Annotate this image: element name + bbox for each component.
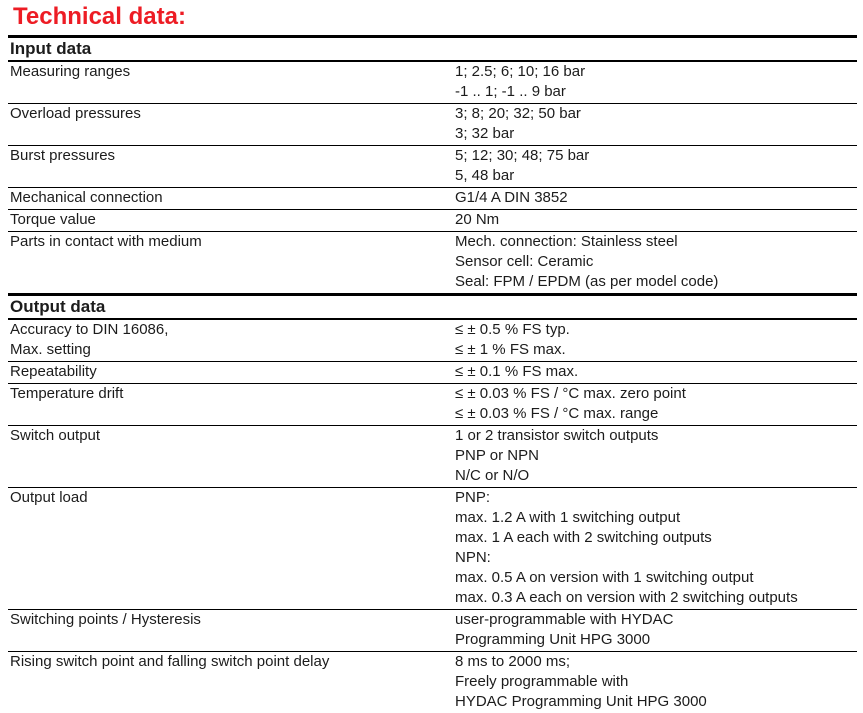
value-line: G1/4 A DIN 3852: [455, 189, 568, 206]
label-line: Switching points / Hysteresis: [10, 611, 201, 628]
value-line: Sensor cell: Ceramic: [455, 253, 594, 270]
label-line: Accuracy to DIN 16086,: [10, 321, 169, 338]
value-line: Mech. connection: Stainless steel: [455, 233, 678, 250]
row-label: [8, 362, 455, 382]
row-value: [455, 610, 857, 650]
label-line: Torque value: [10, 211, 96, 228]
table-row-overload-pressures: [8, 103, 857, 145]
value-line: 3; 8; 20; 32; 50 bar: [455, 105, 581, 122]
label-line: Parts in contact with medium: [10, 233, 202, 250]
label-line: Repeatability: [10, 363, 97, 380]
value-line: user-programmable with HYDAC: [455, 611, 674, 628]
value-line: 8 ms to 2000 ms;: [455, 653, 571, 670]
row-label: [8, 426, 455, 486]
value-line: NPN:: [455, 549, 491, 566]
row-label: [8, 104, 455, 144]
row-value: [455, 362, 857, 382]
value-line: -1 .. 1; -1 .. 9 bar: [455, 83, 566, 100]
label-line: Overload pressures: [10, 105, 141, 122]
value-line: max. 1.2 A with 1 switching output: [455, 509, 681, 526]
label-line: Temperature drift: [10, 385, 124, 402]
value-line: 3; 32 bar: [455, 125, 515, 142]
value-line: max. 0.5 A on version with 1 switching output: [455, 569, 754, 586]
section-output-data: [8, 293, 857, 713]
row-value: [455, 384, 857, 424]
row-value: [455, 62, 857, 102]
label-line: Measuring ranges: [10, 63, 131, 80]
table-row-switching-points-hysteresis: [8, 609, 857, 651]
section-header-input-data: Input data: [8, 38, 857, 62]
value-line: 5, 48 bar: [455, 167, 515, 184]
table-row-switch-output: [8, 425, 857, 487]
row-label: [8, 188, 455, 208]
table-row-burst-pressures: [8, 145, 857, 187]
row-label: [8, 652, 455, 712]
row-label: [8, 62, 455, 102]
table-row-output-load: [8, 487, 857, 609]
table-row-temperature-drift: [8, 383, 857, 425]
table-row-mechanical-connection: [8, 187, 857, 209]
label-line: Rising switch point and falling switch point delay: [10, 653, 330, 670]
table-row-rising-switch-point-and-falling-switch-point-delay: [8, 651, 857, 713]
row-label: [8, 610, 455, 650]
value-line: max. 1 A each with 2 switching outputs: [455, 529, 712, 546]
table-row-parts-in-contact-with-medium: [8, 231, 857, 293]
label-line: Max. setting: [10, 341, 91, 358]
label-line: Switch output: [10, 427, 101, 444]
row-label: [8, 232, 455, 292]
row-value: [455, 652, 857, 712]
value-line: 20 Nm: [455, 211, 500, 228]
value-line: N/C or N/O: [455, 467, 530, 484]
value-line: Seal: FPM / EPDM (as per model code): [455, 273, 719, 290]
value-line: ≤ ± 0.1 % FS max.: [455, 363, 579, 380]
section-input-data: [8, 35, 857, 293]
value-line: 1 or 2 transistor switch outputs: [455, 427, 659, 444]
row-value: [455, 188, 857, 208]
row-value: [455, 210, 857, 230]
label-line: Output load: [10, 489, 88, 506]
value-line: max. 0.3 A each on version with 2 switching outputs: [455, 589, 798, 606]
row-label: [8, 488, 455, 608]
section-header-output-data: Output data: [8, 296, 857, 320]
value-line: ≤ ± 0.03 % FS / °C max. range: [455, 405, 659, 422]
row-value: [455, 146, 857, 186]
row-value: [455, 320, 857, 360]
table-row-repeatability: [8, 361, 857, 383]
table-row-measuring-ranges: [8, 62, 857, 103]
value-line: Programming Unit HPG 3000: [455, 631, 651, 648]
label-line: Mechanical connection: [10, 189, 163, 206]
value-line: ≤ ± 0.03 % FS / °C max. zero point: [455, 385, 686, 402]
technical-data-table: [8, 35, 857, 713]
row-value: [455, 488, 857, 608]
value-line: PNP:: [455, 489, 491, 506]
row-label: [8, 146, 455, 186]
value-line: 5; 12; 30; 48; 75 bar: [455, 147, 590, 164]
page-title: Technical data:: [13, 3, 186, 30]
row-label: [8, 210, 455, 230]
value-line: 1; 2.5; 6; 10; 16 bar: [455, 63, 586, 80]
table-row-accuracy-to-din-16086: [8, 320, 857, 361]
label-line: Burst pressures: [10, 147, 116, 164]
value-line: Freely programmable with: [455, 673, 629, 690]
row-label: [8, 384, 455, 424]
row-value: [455, 426, 857, 486]
value-line: ≤ ± 0.5 % FS typ.: [455, 321, 570, 338]
value-line: HYDAC Programming Unit HPG 3000: [455, 693, 707, 710]
row-value: [455, 232, 857, 292]
value-line: PNP or NPN: [455, 447, 539, 464]
row-label: [8, 320, 455, 360]
row-value: [455, 104, 857, 144]
table-row-torque-value: [8, 209, 857, 231]
value-line: ≤ ± 1 % FS max.: [455, 341, 566, 358]
